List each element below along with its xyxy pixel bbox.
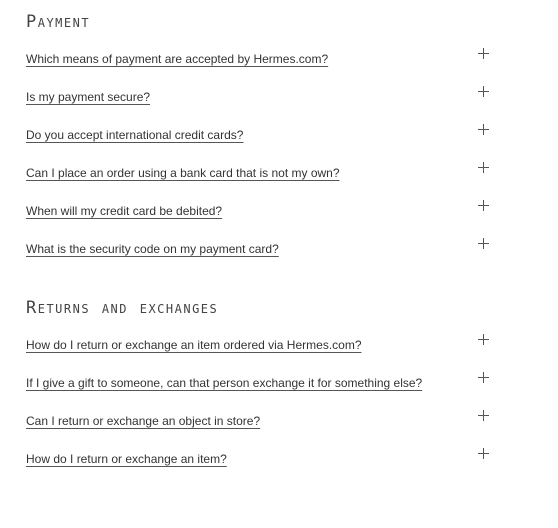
expand-button[interactable] <box>478 448 492 462</box>
faq-question-link[interactable]: How do I return or exchange an item? <box>26 452 227 466</box>
expand-button[interactable] <box>478 86 492 100</box>
plus-icon <box>478 372 489 383</box>
expand-button[interactable] <box>478 334 492 348</box>
faq-question-link[interactable]: What is the security code on my payment card? <box>26 242 279 256</box>
expand-button[interactable] <box>478 162 492 176</box>
faq-item[interactable] <box>26 406 496 444</box>
faq-item[interactable] <box>26 82 496 120</box>
faq-item[interactable] <box>26 44 496 82</box>
faq-question-link[interactable]: Is my payment secure? <box>26 90 151 104</box>
faq-question-link[interactable]: How do I return or exchange an item ordered via Hermes.com? <box>26 338 362 352</box>
faq-item[interactable] <box>26 444 496 482</box>
faq-item[interactable] <box>26 368 496 406</box>
faq-item[interactable] <box>26 330 496 368</box>
returns-section-title: Returns and exchanges <box>26 298 219 318</box>
payment-section-title: Payment <box>26 12 91 32</box>
expand-button[interactable] <box>478 410 492 424</box>
faq-question-link[interactable]: Do you accept international credit cards? <box>26 128 244 142</box>
expand-button[interactable] <box>478 124 492 138</box>
payment-section <box>26 10 496 272</box>
expand-button[interactable] <box>478 238 492 252</box>
faq-item[interactable] <box>26 196 496 234</box>
faq-item[interactable] <box>26 120 496 158</box>
faq-question-link[interactable]: When will my credit card be debited? <box>26 204 223 218</box>
plus-icon <box>478 448 489 459</box>
plus-icon <box>478 162 489 173</box>
plus-icon <box>478 48 489 59</box>
returns-section <box>26 296 496 482</box>
faq-item[interactable] <box>26 234 496 272</box>
faq-item[interactable] <box>26 158 496 196</box>
returns-faq-list <box>26 330 496 482</box>
expand-button[interactable] <box>478 200 492 214</box>
faq-question-link[interactable]: Can I return or exchange an object in store? <box>26 414 261 428</box>
plus-icon <box>478 86 489 97</box>
payment-faq-list <box>26 44 496 272</box>
plus-icon <box>478 238 489 249</box>
plus-icon <box>478 200 489 211</box>
plus-icon <box>478 334 489 345</box>
plus-icon <box>478 124 489 135</box>
plus-icon <box>478 410 489 421</box>
expand-button[interactable] <box>478 48 492 62</box>
expand-button[interactable] <box>478 372 492 386</box>
faq-question-link[interactable]: Can I place an order using a bank card that is not my own? <box>26 166 340 180</box>
faq-question-link[interactable]: If I give a gift to someone, can that person exchange it for something else? <box>26 376 423 390</box>
faq-question-link[interactable]: Which means of payment are accepted by Hermes.com? <box>26 52 329 66</box>
